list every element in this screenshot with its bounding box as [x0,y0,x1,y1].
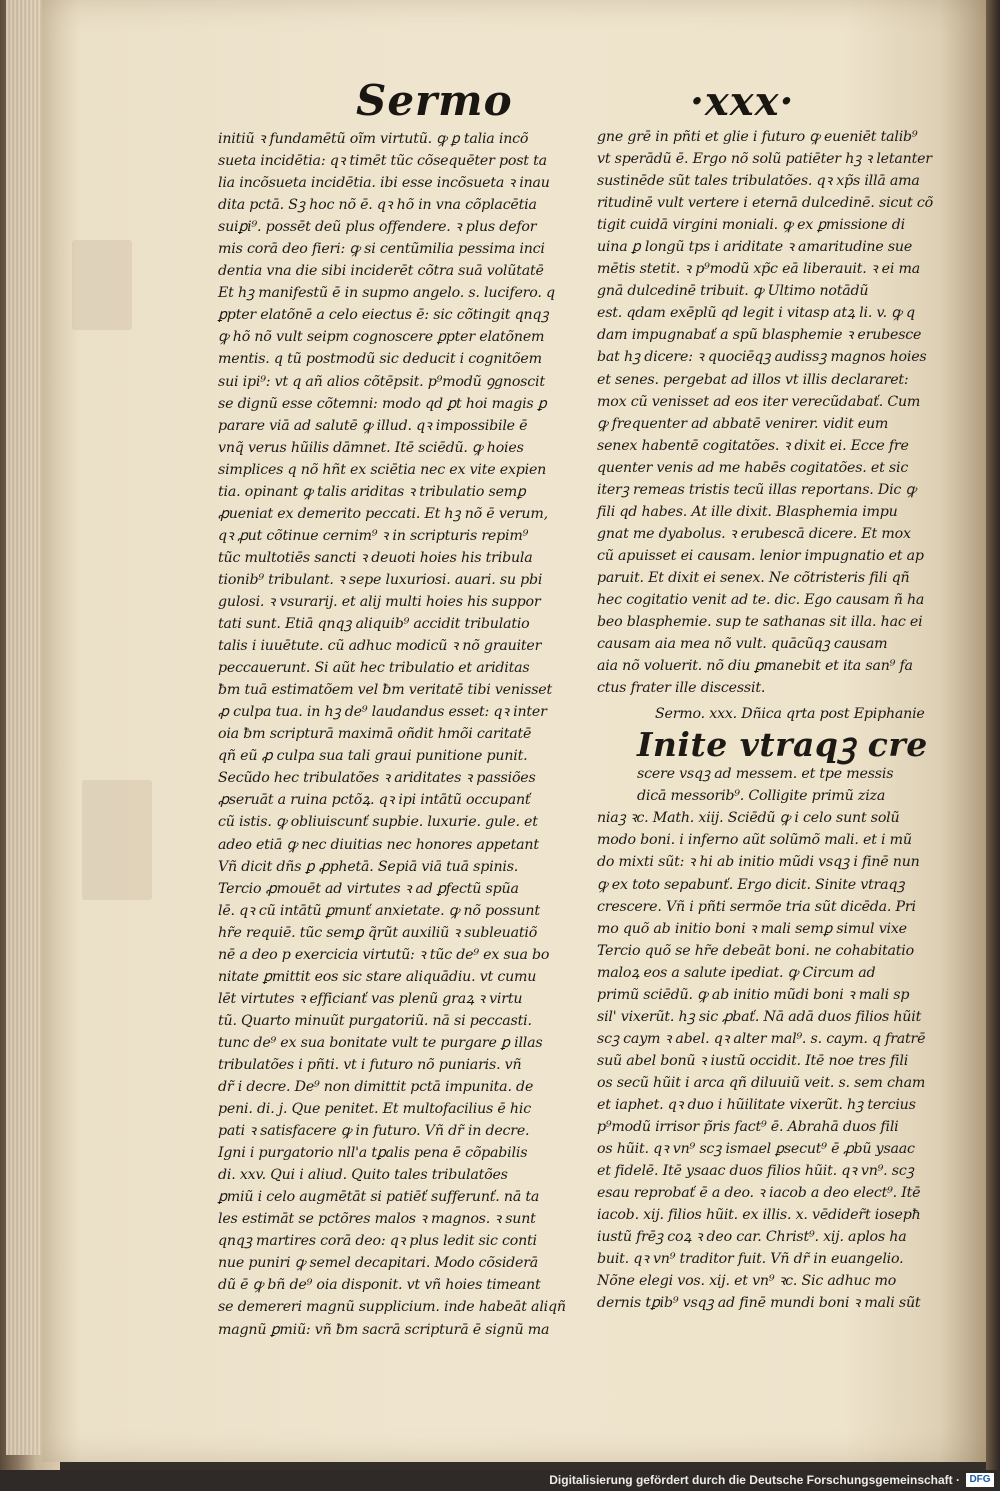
text-line: Igni i purgatorio nll'a tꝑalis pena ē cõpabilis [218,1145,528,1162]
text-line: magnũ ꝑmiũ: vñ ƀm sacrā scripturā ē signũ ma [218,1321,550,1338]
text-line: tionib⁹ tribulant. ꝛ sepe luxuriosi. auari. su pbi [218,571,543,588]
text-line: sustinēde sũt tales tribulatões. qꝛ xp̃s illā ama [597,173,920,190]
running-header-number: ·xxx· [690,78,795,125]
book-block-right-edge [986,0,1000,1470]
text-line: tũ. Quarto minuũt purgatoriũ. nā si peccasti. [218,1012,532,1029]
text-line: et fidelē. Itē ysaac duos filios hũit. qꝛ vn⁹. scꝫ [597,1163,914,1180]
text-line: et iaphet. qꝛ duo i hũilitate vixerũt. hꝫ tercius [597,1096,916,1113]
text-line: tati sunt. Etiā qnqꝫ aliquib⁹ accidit tribulatio [218,616,530,633]
text-line: est. qdam exēplũ qd legit i vitasp atꝝ li. v. ꝙ q [597,305,915,322]
text-line: ꝑpter elatõnē a celo eiectus ē: sic cõtingit qnqꝫ [218,307,549,324]
text-line: qnqꝫ martires corā deo: qꝛ plus ledit sic conti [218,1233,537,1250]
text-line: dentia vna die sibi inciderēt cõtra suā volũtatē [218,263,544,280]
text-line: simplices q nõ hñt ex sciētia nec ex vite expien [218,461,547,478]
text-line: p⁹modũ irrisor p̃ris fact⁹ ē. Abrahā duos fili [597,1119,899,1136]
text-line: qñ eũ ꝓ culpa sua tali graui punitione punit. [218,748,528,765]
sermon-rubric: Sermo. xxx. Dñica qrta post Epiphanie [655,706,925,723]
text-line: ꝙ frequenter ad abbatē venirer. vidit eum [597,415,889,432]
text-line: Vñ dicit dñs ꝑ ꝓphetā. Sepiā viā tuā spinis. [218,858,519,875]
text-line: iustũ frēꝫ coꝝ ꝛ deo car. Christ⁹. xij. aplos ha [597,1229,907,1246]
text-line: esau reprobať ē a deo. ꝛ iacob a deo elect⁹. Itē [597,1185,921,1202]
text-line: lia incõsueta incidētia. ibi esse incõsueta ꝛ inau [218,175,550,192]
text-line: hr̃e requiē. tũc semꝑ q̃rũt auxiliũ ꝛ subleuatiõ [218,924,538,941]
text-line: Secũdo hec tribulatões ꝛ ariditates ꝛ passiões [218,770,536,787]
sermon-initial-line: Inite vtraqꝫ cre [637,725,928,765]
text-line: senex habentē cogitatões. ꝛ dixit ei. Ecce fre [597,437,909,454]
text-line: pati ꝛ satisfacere ꝙ in futuro. Vñ dr̃ in decre. [218,1123,530,1140]
text-line: mox cũ venisset ad eos iter verecũdabať. Cum [597,393,921,410]
show-through-stain [72,240,132,330]
text-line: se demereri magnũ supplicium. inde habeāt aliqñ [218,1299,566,1316]
text-line: beo blasphemie. sup te sathanas sit illa. hac ei [597,614,923,631]
text-line: lēt virtutes ꝛ efficianť vas plenũ graꝝ ꝛ virtu [218,990,523,1007]
text-line: do mixti sũt: ꝛ hi ab initio mũdi vsqꝫ i finē nun [597,854,920,871]
text-line: crescere. Vñ i pñti sermõe tria sũt dicēda. Pri [597,898,916,915]
text-line: scꝫ caym ꝛ abel. qꝛ alter mal⁹. s. caym. q fratrē [597,1030,926,1047]
text-line: tunc de⁹ ex sua bonitate vult te purgare ꝑ illas [218,1034,543,1051]
text-line: ꝓueniat ex demerito peccati. Et hꝫ nõ ē verum, [218,505,548,522]
text-line: mentis. q tũ postmodũ sic deducit i cognitõem [218,351,542,368]
text-line: buit. qꝛ vn⁹ traditor fuit. Vñ dr̃ in euangelio. [597,1251,904,1268]
text-line: peni. di. j. Que penitet. Et multofacilius ē hic [218,1101,531,1118]
text-line: os secũ hũit i arca qñ diluuiũ veit. s. sem cham [597,1074,926,1091]
text-line: ƀm tuā estimatõem vel ƀm veritatē tibi venisset [218,682,552,699]
text-line: parare viā ad salutē ꝙ illud. qꝛ impossibile ē [218,417,528,434]
text-line: peccauerunt. Si aũt hec tribulatio et ariditas [218,660,530,677]
text-line: nue puniri ꝙ semel decapitari. Modo cõsiderā [218,1255,539,1272]
text-line: fili qd habes. At ille dixit. Blasphemia impu [597,503,898,520]
text-line: les estimāt se pctõres malos ꝛ magnos. ꝛ sunt [218,1211,536,1228]
text-line: niaꝫ ꝛc. Math. xiij. Sciēdũ ꝙ i celo sunt solũ [597,810,900,827]
text-line: Tercio quõ se hr̃e debeāt boni. ne cohabitatio [597,942,914,959]
text-line: cũ apuisset ei causam. lenior impugnatio et ap [597,547,924,564]
text-line: ꝓseruāt a ruina pctõꝝ. qꝛ ipi intātũ occupanť [218,792,531,809]
text-line: tia. opinant ꝙ talis ariditas ꝛ tribulatio semꝑ [218,483,526,500]
text-line: dernis tꝑib⁹ vsqꝫ ad finē mundi boni ꝛ mali sũt [597,1295,921,1312]
text-line: ritudinē vult vertere i eternā dulcedinē. sicut cõ [597,195,934,212]
text-line: initiũ ꝛ fundamētũ oĩm virtutũ. ꝙ ꝑ talia incõ [218,131,529,147]
text-block-right-bottom [597,763,942,1314]
text-line: mis corā deo fieri: ꝙ si centũmilia pessima inci [218,241,545,258]
text-line: aia nõ voluerit. nõ diu ꝑmanebit et ita san⁹ fa [597,658,913,675]
text-line: dr̃ i decre. De⁹ non dimittit pctā impunita. de [218,1079,534,1096]
text-line: qꝛ ꝓut cõtinue cernim⁹ ꝛ in scripturis repim⁹ [218,527,529,544]
text-line: tũc multotiēs sancti ꝛ deuoti hoies his tribula [218,549,533,566]
text-line: bat hꝫ dicere: ꝛ quociēqꝫ audissꝫ magnos hoies [597,349,927,366]
text-line: ctus frater ille discessit. [597,680,766,697]
text-line: cũ istis. ꝙ obliuiscunť supbie. luxurie. gule. et [218,814,538,831]
text-line: os hũit. qꝛ vn⁹ scꝫ ismael ꝑsecut⁹ ē ꝓbũ ysaac [597,1141,915,1158]
text-line: vnq̃ verus hũilis dāmnet. Itē sciēdũ. ꝙ hoies [218,439,524,456]
text-line: uina ꝑ longũ tps i ariditate ꝛ amaritudine sue [597,239,913,256]
text-line: causam aia mea nõ vult. quācũqꝫ causam [597,636,888,653]
text-line: talis i iuuētute. cũ adhuc modicũ ꝛ nõ grauiter [218,638,542,655]
text-line: dicā messorib⁹. Colligite primũ ziza [637,788,886,805]
text-line: paruit. Et dixit ei senex. Ne cõtristeris fili qñ [597,569,910,586]
credit-bar [0,1470,1000,1491]
text-line: mētis stetit. ꝛ p⁹modũ xp̃c eā liberauit. ꝛ ei ma [597,261,921,278]
text-column-right [597,126,942,1312]
text-line: dũ ē ꝙ bñ de⁹ oia disponit. vt vñ hoies timeant [218,1277,541,1294]
text-line: se dignũ esse cõtemni: modo qd ꝑt hoi magis ꝑ [218,395,547,412]
text-line: lē. qꝛ cũ intātũ ꝑmunť anxietate. ꝙ nõ possunt [218,902,540,919]
text-line: iterꝫ remeas tristis tecũ illas reportans. Dic ꝙ [597,481,916,498]
text-line: ꝑmiũ i celo augmētāt si patiēť sufferunť. nā ta [218,1189,540,1206]
text-line: nē a deo p exercicia virtutũ: ꝛ tũc de⁹ ex sua bo [218,946,550,963]
text-line: primũ sciēdũ. ꝙ ab initio mũdi boni ꝛ mali sp [597,986,910,1003]
text-line: gnā dulcedinē tribuit. ꝙ Ultimo notādũ [597,283,869,300]
text-line: sui ipi⁹: vt q añ alios cõtēpsit. p⁹modũ ꝯgnoscit [218,373,545,390]
text-line: Et hꝫ manifestũ ē in supmo angelo. s. lucifero. q [218,285,555,302]
dfg-logo: DFG [966,1473,994,1487]
text-line: tribulatões i pñti. vt i futuro nõ puniaris. vñ [218,1056,522,1073]
page-fore-edge [6,0,42,1455]
text-line: iacob. xij. filios hũit. ex illis. x. vēdider̃t iosepħ [597,1207,921,1224]
text-line: suiꝑi⁹. possēt deũ plus offendere. ꝛ plus defor [218,219,537,236]
text-line: mo quõ ab initio boni ꝛ mali semꝑ simul vixe [597,920,907,937]
text-line: Nõne elegi vos. xij. et vn⁹ ꝛc. Sic adhuc mo [597,1273,897,1290]
text-block-right-top [597,126,942,699]
text-line: gnat me dyabolus. ꝛ erubescā dicere. Et mox [597,525,911,542]
running-header-title: Sermo [356,76,513,125]
text-line: vt sperādũ ē. Ergo nõ solũ patiēter hꝫ ꝛ letanter [597,151,932,168]
text-line: di. xxv. Qui i aliud. Quito tales tribulatões [218,1167,508,1184]
text-line: quenter venis ad me habēs cogitatões. et sic [597,459,909,476]
text-line: dam impugnabať a spũ blasphemie ꝛ erubesce [597,327,922,344]
text-line: suũ abel bonũ ꝛ iustũ occidit. Itē noe tres fili [597,1052,909,1069]
text-line: maloꝝ eos a salute ipediat. ꝙ Circum ad [597,964,876,981]
text-line: tigit cuidā virgini moniali. ꝙ ex ꝑmissione di [597,217,905,234]
text-line: adeo etiā ꝙ nec diuitias nec honores appetant [218,836,539,853]
text-line: ꝓ culpa tua. in hꝫ de⁹ laudandus esset: qꝛ inter [218,704,547,721]
text-line: hec cogitatio venit ad te. dic. Ego causam ñ ha [597,591,925,608]
text-line: gulosi. ꝛ vsurarij. et alij multi hoies his suppor [218,593,541,610]
funding-credit: Digitalisierung gefördert durch die Deutsche Forschungsgemeinschaft · [549,1473,960,1487]
text-line: ꝙ ex toto sepabunť. Ergo dicit. Sinite vtraqꝫ [597,876,905,893]
show-through-stain [82,780,152,900]
text-line: oia ƀm scripturā maximā oñdit hmõi caritatē [218,726,532,743]
text-column-left [218,128,566,1338]
text-line: sueta incidētia: qꝛ timēt tũc cõsequēter post ta [218,153,547,170]
text-line: et senes. pergebat ad illos vt illis declararet: [597,371,909,388]
text-line: nitate ꝑmittit eos sic stare aliquādiu. vt cumu [218,968,537,985]
text-line: Tercio ꝓmouēt ad virtutes ꝛ ad ꝑfectũ spũa [218,880,519,897]
text-line: sil' vixerũt. hꝫ sic ꝓbať. Nā adā duos filios hũit [597,1008,922,1025]
text-line: scere vsqꝫ ad messem. et tpe messis [637,766,894,783]
text-line: dita pctā. Sꝫ hoc nõ ē. qꝛ hõ in vna cõplacētia [218,197,537,214]
text-line: modo boni. i inferno aũt solũmõ mali. et i mũ [597,832,912,849]
text-line: gne grē in pñti et glie i futuro ꝙ eueniēt talib⁹ [597,129,918,145]
text-line: ꝙ hõ nõ vult seipm cognoscere ꝑpter elatõnem [218,329,545,346]
